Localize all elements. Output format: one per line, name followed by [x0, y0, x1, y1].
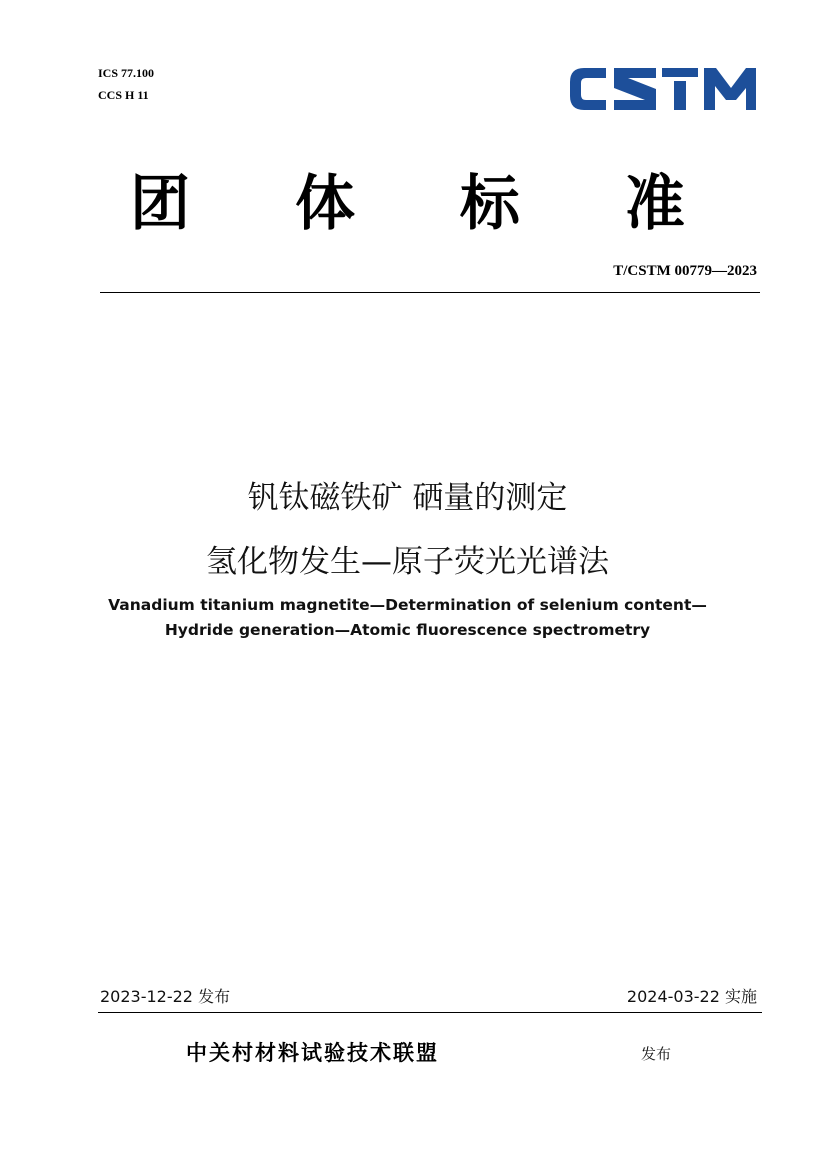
- title-chinese-line-2: 氢化物发生—原子荧光光谱法: [206, 544, 609, 580]
- footer-divider: [98, 1012, 762, 1013]
- title-english-line-1: Vanadium titanium magnetite—Determination of selenium content—: [108, 596, 707, 614]
- classification-codes: [98, 62, 154, 106]
- cstm-logo-graphic: [566, 62, 758, 116]
- implementation-date: 2024-03-22 实施: [626, 987, 757, 1006]
- standard-number: T/CSTM 00779—2023: [613, 263, 757, 279]
- document-type-title: 团 体 标 准: [130, 169, 727, 239]
- ccs-code: CCS H 11: [98, 88, 149, 102]
- cstm-logo: [566, 62, 758, 116]
- publisher-name: 中关村材料试验技术联盟: [186, 1041, 439, 1065]
- title-english-line-2: Hydride generation—Atomic fluorescence spectrometry: [164, 621, 651, 639]
- ics-code: ICS 77.100: [98, 66, 155, 80]
- header-divider: [100, 292, 760, 293]
- title-chinese-line-1: 钒钛磁铁矿 硒量的测定: [247, 480, 568, 516]
- published-label: 发布: [641, 1045, 672, 1063]
- issue-date: 2023-12-22 发布: [100, 987, 231, 1006]
